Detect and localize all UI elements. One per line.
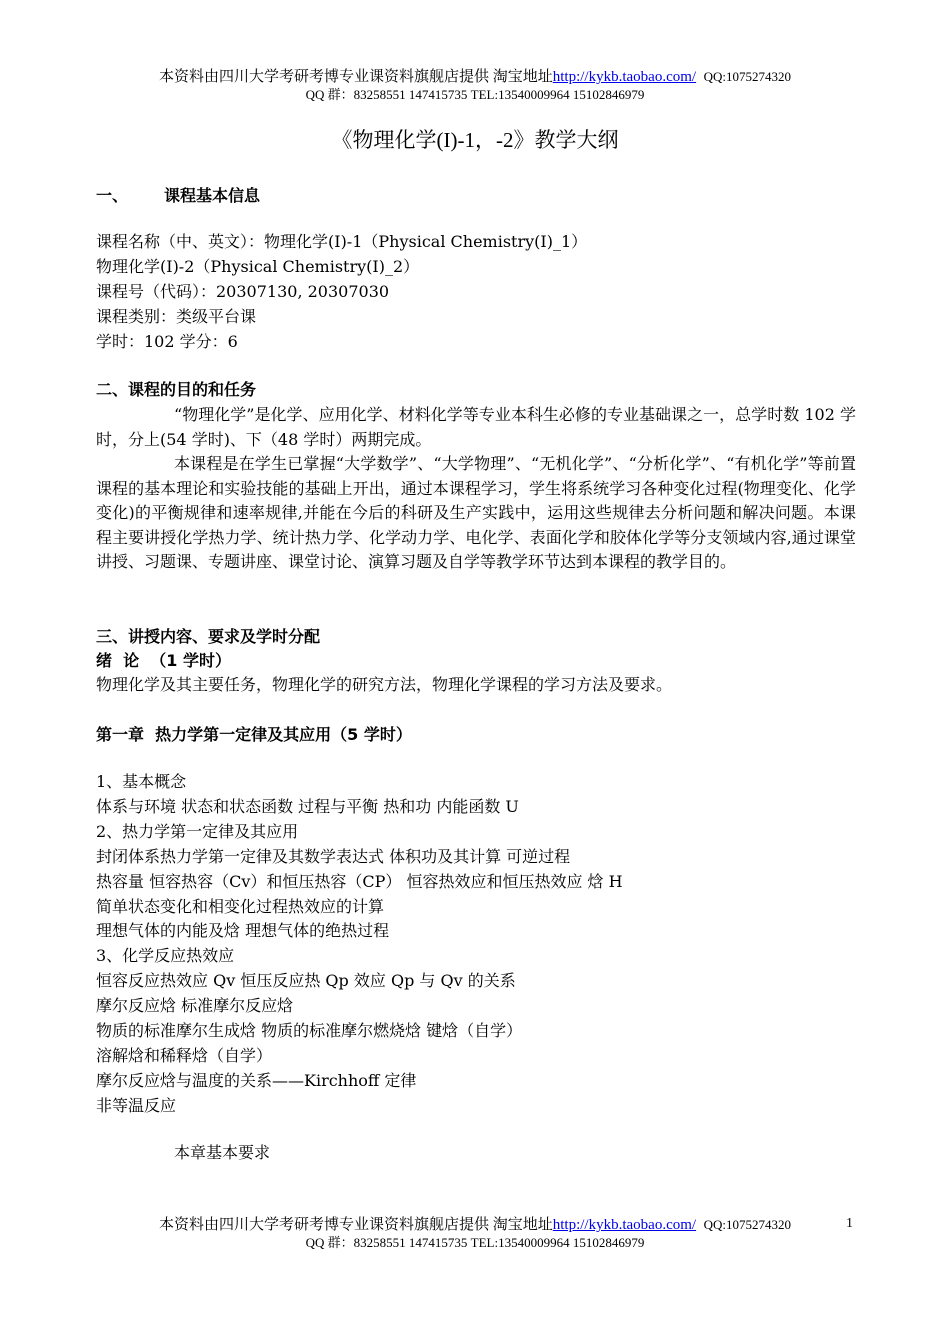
footer-contact: QQ 群：83258551 147415735 TEL:13540009964 15102846979 xyxy=(305,1235,645,1250)
text-line: 课程号（代码）：20307130, 20307030 xyxy=(96,281,390,301)
text-line: 课程类别：类级平台课 xyxy=(96,306,257,326)
intro-heading: 绪 论 （1 学时） xyxy=(96,651,231,670)
text-line: 课程名称（中、英文）：物理化学(I)-1（Physical Chemistry(I)_1） xyxy=(96,232,588,251)
paragraph: 本课程是在学生已掌握“大学数学”、“大学物理”、“无机化学”、“分析化学”、“有机化学”等前置课程的基本理论和实验技能的基础上开出，通过本课程学习，学生将系统学习各种变化过程(物理变化、化学变化)的平衡规律和速率规律,并能在今后的科研及生产实践中，运用这些规律去分析问题和解决问题。本课程主要讲授化学热力学、统计热力学、化学动力学、电化学、表面化学和胶体化学等分支领域内容,通过课堂讲授、习题课、专题讲座、课堂讨论、演算习题及自学等教学环节达到本课程的教学目的。 xyxy=(96,454,856,571)
page-number: 1 xyxy=(846,1216,853,1231)
text-line: 简单状态变化和相变化过程热效应的计算 xyxy=(96,896,385,916)
header-shop-link[interactable]: http://kykb.taobao.com/ xyxy=(552,69,697,85)
text-line: 恒容反应热效应 Qv 恒压反应热 Qp 效应 Qp 与 Qv 的关系 xyxy=(96,971,516,991)
text-line: 1、基本概念 xyxy=(96,772,187,791)
text-line: 物质的标准摩尔生成焓 物质的标准摩尔燃烧焓 键焓（自学） xyxy=(96,1021,523,1041)
chapter-1 xyxy=(96,723,856,747)
intro-text: 物理化学及其主要任务，物理化学的研究方法，物理化学课程的学习方法及要求。 xyxy=(96,675,673,694)
section-heading: 二、课程的目的和任务 xyxy=(96,380,257,399)
section-heading: 三、讲授内容、要求及学时分配 xyxy=(96,627,321,646)
text-line: 2、热力学第一定律及其应用 xyxy=(96,821,299,841)
footer-text: 本资料由四川大学考研考博专业课资料旗舰店提供 淘宝地址 xyxy=(159,1217,553,1233)
text-line: 学时：102 学分：6 xyxy=(96,331,238,351)
chapter-heading: 第一章 热力学第一定律及其应用（5 学时） xyxy=(96,725,412,744)
text-line: 3、化学反应热效应 xyxy=(96,946,235,966)
text-line: 理想气体的内能及焓 理想气体的绝热过程 xyxy=(96,921,390,941)
section-basic-info xyxy=(96,184,856,208)
chapter-requirements xyxy=(174,1141,574,1166)
text-line: 封闭体系热力学第一定律及其数学表达式 体积功及其计算 可逆过程 xyxy=(96,846,571,866)
requirements-label: 本章基本要求 xyxy=(174,1143,271,1162)
text-line: 体系与环境 状态和状态函数 过程与平衡 热和功 内能函数 U xyxy=(96,796,519,816)
document-title: 《物理化学(I)-1，-2》教学大纲 xyxy=(331,128,619,152)
text-line: 物理化学(I)-2（Physical Chemistry(I)_2） xyxy=(96,256,420,276)
page-footer xyxy=(0,1216,950,1252)
chapter-1-lines xyxy=(96,770,856,1119)
text-line: 摩尔反应焓与温度的关系——Kirchhoff 定律 xyxy=(96,1070,417,1090)
footer-shop-link[interactable]: http://kykb.taobao.com/ xyxy=(552,1217,697,1233)
page-header xyxy=(0,68,950,104)
section-heading: 一、 课程基本信息 xyxy=(96,186,261,205)
header-contact: QQ 群：83258551 147415735 TEL:13540009964 15102846979 xyxy=(305,87,645,102)
basic-info-lines xyxy=(96,230,856,355)
text-line: 非等温反应 xyxy=(96,1095,177,1115)
header-qq: QQ:1075274320 xyxy=(703,69,791,84)
header-text: 本资料由四川大学考研考博专业课资料旗舰店提供 淘宝地址 xyxy=(159,69,553,85)
paragraph: “物理化学”是化学、应用化学、材料化学等专业本科生必修的专业基础课之一，总学时数 102 学时，分上(54 学时)、下（48 学时）两期完成。 xyxy=(96,405,856,449)
text-line: 溶解焓和稀释焓（自学） xyxy=(96,1045,273,1065)
section-purpose xyxy=(96,378,856,575)
text-line: 摩尔反应焓 标准摩尔反应焓 xyxy=(96,996,294,1016)
footer-qq: QQ:1075274320 xyxy=(703,1217,791,1232)
section-content xyxy=(96,625,856,698)
text-line: 热容量 恒容热容（Cv）和恒压热容（CP） 恒容热效应和恒压热效应 焓 H xyxy=(96,871,623,891)
